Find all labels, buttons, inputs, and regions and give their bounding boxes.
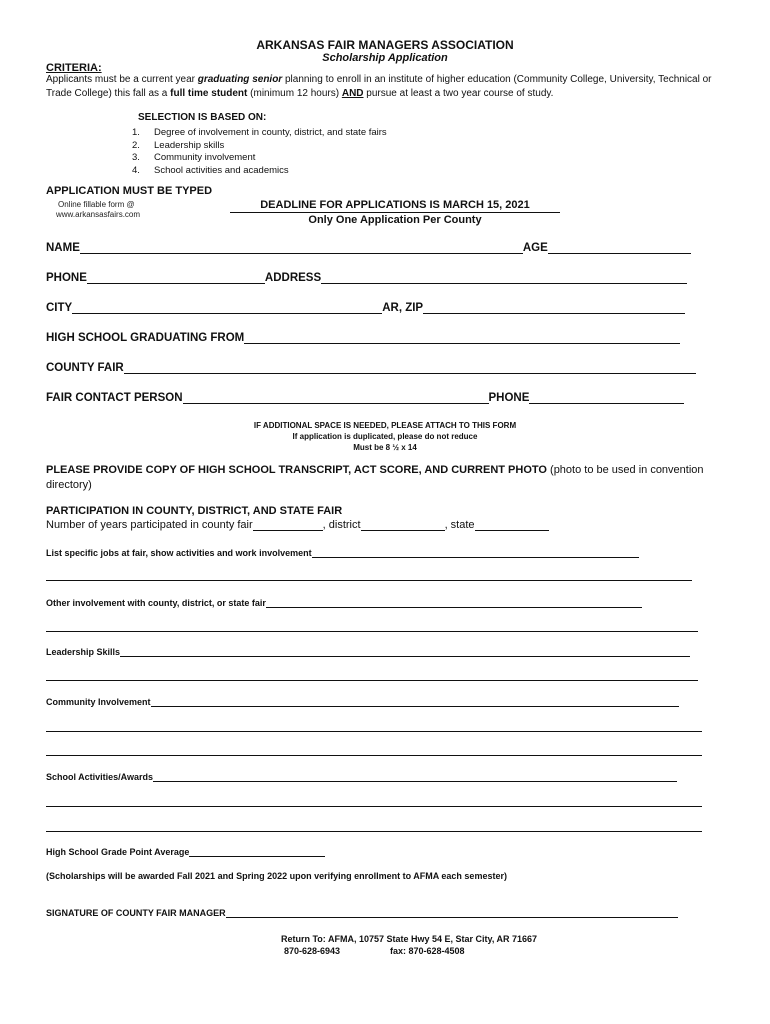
- footer-phone: 870-628-6943: [284, 946, 341, 956]
- footer-fax: fax: 870-628-4508: [390, 946, 465, 956]
- county-fair-row: [46, 362, 696, 374]
- years-row: Number of years participated in county fair , district , state: [46, 519, 549, 531]
- jobs-field-line-2[interactable]: [46, 580, 692, 581]
- school-activities-field[interactable]: [153, 771, 677, 782]
- community-field[interactable]: [151, 696, 679, 707]
- duplication-note: If application is duplicated, please do not reduce: [292, 432, 478, 441]
- district-years-field[interactable]: [361, 520, 445, 531]
- signature-label: SIGNATURE OF COUNTY FAIR MANAGER: [46, 908, 226, 918]
- form-title: ARKANSAS FAIR MANAGERS ASSOCIATION: [256, 38, 514, 52]
- typed-heading: APPLICATION MUST BE TYPED: [46, 185, 213, 197]
- city-field[interactable]: [72, 303, 382, 314]
- ar-zip-label: AR, ZIP: [382, 302, 424, 314]
- other-involvement-line-2[interactable]: [46, 631, 698, 632]
- community-label: Community Involvement: [46, 697, 151, 707]
- leadership-label: Leadership Skills: [46, 647, 121, 657]
- state-years-field[interactable]: [475, 520, 549, 531]
- age-label: AGE: [522, 242, 548, 254]
- community-line-3[interactable]: [46, 755, 702, 756]
- signature-field[interactable]: [226, 907, 678, 918]
- zip-field[interactable]: [423, 303, 685, 314]
- contact-phone-field[interactable]: [529, 393, 684, 404]
- additional-space-note: IF ADDITIONAL SPACE IS NEEDED, PLEASE ATTACH TO THIS FORM: [253, 421, 517, 430]
- list-item: 4. School activities and academics: [132, 164, 289, 176]
- selection-list: [132, 127, 387, 177]
- community-line-2[interactable]: [46, 731, 702, 732]
- leadership-field[interactable]: [120, 646, 690, 657]
- high-school-label: HIGH SCHOOL GRADUATING FROM: [46, 332, 245, 344]
- other-involvement-row: [46, 597, 642, 608]
- return-address: Return To: AFMA, 10757 State Hwy 54 E, Star City, AR 71667: [280, 934, 538, 944]
- criteria-label: CRITERIA:: [46, 62, 102, 74]
- list-item: 2. Leadership skills: [132, 139, 225, 151]
- phone-address-row: [46, 272, 687, 284]
- address-label: ADDRESS: [264, 272, 322, 284]
- paper-size-note: Must be 8 ½ x 14: [353, 443, 417, 452]
- name-age-row: [46, 242, 691, 254]
- county-fair-field[interactable]: [124, 363, 696, 374]
- community-row: [46, 696, 679, 707]
- website-link: www.arkansasfairs.com: [56, 210, 141, 219]
- high-school-field[interactable]: [244, 333, 680, 344]
- list-item: 1. Degree of involvement in county, district, and state fairs: [132, 127, 387, 138]
- name-field[interactable]: [80, 243, 523, 254]
- jobs-row: [46, 547, 639, 558]
- school-activities-line-2[interactable]: [46, 806, 702, 807]
- contact-phone-label: PHONE: [488, 392, 530, 404]
- phone-label: PHONE: [46, 272, 87, 284]
- fair-contact-field[interactable]: [183, 393, 489, 404]
- gpa-row: [46, 846, 325, 857]
- fair-contact-row: [46, 392, 684, 404]
- phone-field[interactable]: [87, 273, 265, 284]
- gpa-field[interactable]: [189, 846, 325, 857]
- school-activities-line-3[interactable]: [46, 831, 702, 832]
- high-school-row: [46, 332, 680, 344]
- scholarship-award-note: (Scholarships will be awarded Fall 2021 and Spring 2022 upon verifying enrollment to AFMA each semester): [46, 871, 507, 881]
- leadership-row: [46, 646, 690, 657]
- address-field[interactable]: [321, 273, 687, 284]
- list-item: 3. Community involvement: [132, 152, 256, 163]
- online-form-note: Online fillable form @ www.arkansasfairs.com: [56, 200, 141, 219]
- other-involvement-label: Other involvement with county, district, or state fair: [46, 598, 266, 608]
- other-involvement-field[interactable]: [266, 597, 642, 608]
- form-subtitle: Scholarship Application: [322, 52, 448, 64]
- jobs-field[interactable]: [312, 547, 639, 558]
- school-activities-label: School Activities/Awards: [46, 772, 154, 782]
- county-years-field[interactable]: [253, 520, 323, 531]
- provide-documents-note: PLEASE PROVIDE COPY OF HIGH SCHOOL TRANSCRIPT, ACT SCORE, AND CURRENT PHOTO (photo to be used in convention directory): [46, 464, 704, 491]
- fair-contact-label: FAIR CONTACT PERSON: [46, 392, 183, 404]
- gpa-label: High School Grade Point Average: [46, 847, 190, 857]
- leadership-line-2[interactable]: [46, 680, 698, 681]
- signature-row: [46, 907, 678, 918]
- city-zip-row: [46, 302, 685, 314]
- participation-heading: PARTICIPATION IN COUNTY, DISTRICT, AND STATE FAIR: [46, 505, 343, 517]
- city-label: CITY: [46, 302, 73, 314]
- school-activities-row: [46, 771, 677, 782]
- deadline-notice: DEADLINE FOR APPLICATIONS IS MARCH 15, 2021 Only One Application Per County: [230, 199, 560, 226]
- age-field[interactable]: [548, 243, 691, 254]
- county-fair-label: COUNTY FAIR: [46, 362, 124, 374]
- name-label: NAME: [46, 242, 80, 254]
- jobs-label: List specific jobs at fair, show activities and work involvement: [46, 548, 312, 558]
- criteria-text: Applicants must be a current year graduating senior planning to enroll in an institute of higher education (Community College, University, Technical or Trade College) this fall as a full time student (minimum 12 hours) AND pursue at least a two year course of study.: [46, 74, 712, 99]
- selection-heading: SELECTION IS BASED ON:: [138, 112, 267, 123]
